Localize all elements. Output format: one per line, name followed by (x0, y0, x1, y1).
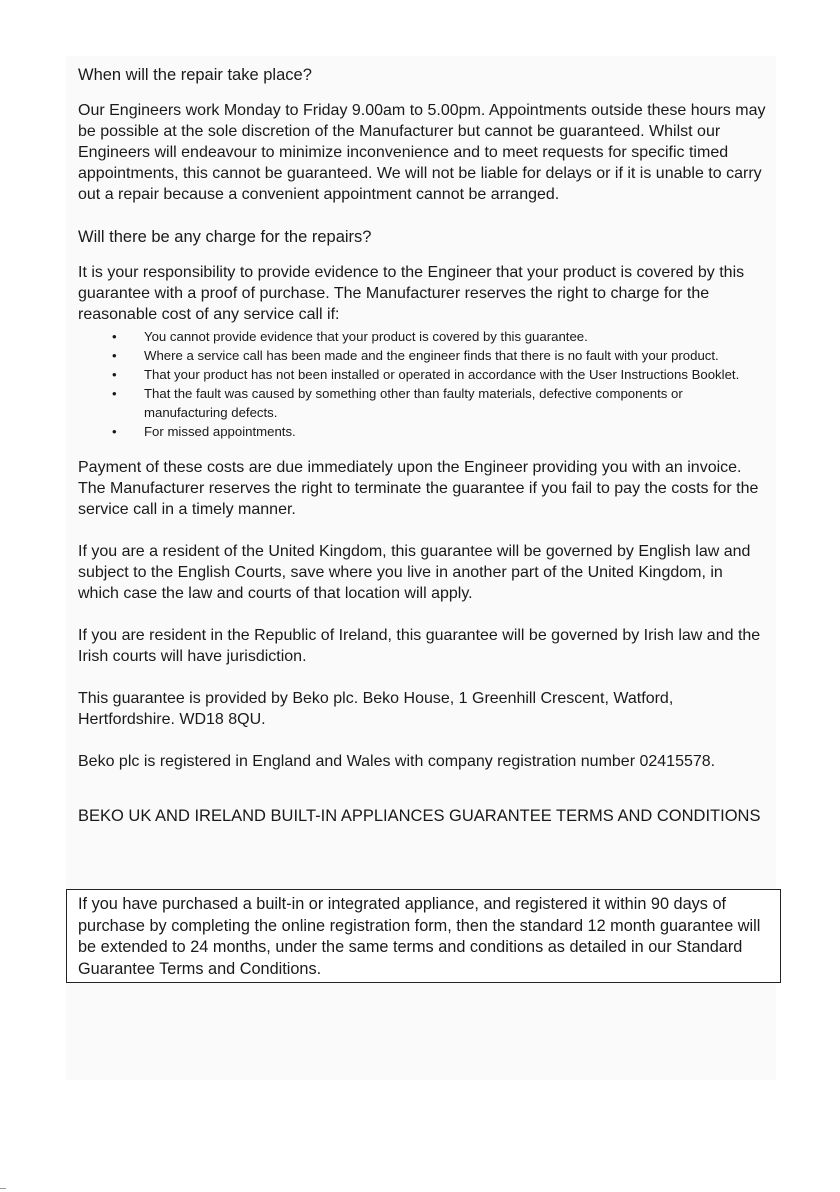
builtin-guarantee-box: If you have purchased a built-in or integrated appliance, and registered it within 90 days of purchase by completing the online registration form, then the standard 12 month guarantee will be extended to 24 months, under the same terms and conditions as detailed in our Standard Guarantee Terms and Conditions. (66, 889, 781, 983)
repair-paragraph: Our Engineers work Monday to Friday 9.00am to 5.00pm. Appointments outside these hours may be possible at the sole discretion of the Manufacturer but cannot be guaranteed. Whilst our Engineers will endeavour to minimize inconvenience and to meet requests for specific timed appointments, this cannot be guaranteed. We will not be liable for delays or if it is unable to carry out a repair because a convenient appointment cannot be arranged. (78, 102, 766, 203)
bullet-icon: • (112, 329, 117, 344)
bullet-icon: • (112, 367, 117, 382)
list-item: • Where a service call has been made and the engineer finds that there is no fault with your product. (112, 348, 719, 363)
bullet-icon: • (112, 386, 117, 401)
bullet-icon: • (112, 424, 117, 439)
list-item: • That your product has not been installed or operated in accordance with the User Instructions Booklet. (112, 367, 740, 382)
charge-paragraph: It is your responsibility to provide evidence to the Engineer that your product is covered by this guarantee with a proof of purchase. The Manufacturer reserves the right to charge for the reasonable cost of any service call if: (78, 264, 745, 323)
list-item: • You cannot provide evidence that your product is covered by this guarantee. (112, 329, 588, 344)
uk-law-paragraph: If you are a resident of the United Kingdom, this guarantee will be governed by English law and subject to the English Courts, save where you live in another part of the United Kingdom, in which case the law and courts of that location will apply. (78, 543, 751, 602)
document-body (78, 58, 768, 835)
list-item: • That the fault was caused by something other than faulty materials, defective components or manufacturing defects. (112, 386, 683, 420)
charge-bullet-list (78, 327, 768, 441)
provider-paragraph: This guarantee is provided by Beko plc. Beko House, 1 Greenhill Crescent, Watford, Hertfordshire. WD18 8QU. (78, 690, 674, 728)
payment-paragraph: Payment of these costs are due immediately upon the Engineer providing you with an invoice. The Manufacturer reserves the right to terminate the guarantee if you fail to pay the costs for the service call in a timely manner. (78, 459, 759, 518)
repair-heading: When will the repair take place? (78, 66, 312, 84)
page-edge-mark (0, 1188, 6, 1189)
registration-paragraph: Beko plc is registered in England and Wales with company registration number 02415578. (78, 753, 716, 770)
charge-heading: Will there be any charge for the repairs? (78, 228, 372, 246)
list-item: • For missed appointments. (112, 424, 296, 439)
bullet-icon: • (112, 348, 117, 363)
builtin-heading: BEKO UK AND IRELAND BUILT-IN APPLIANCES GUARANTEE TERMS AND CONDITIONS (78, 807, 761, 825)
ireland-law-paragraph: If you are resident in the Republic of Ireland, this guarantee will be governed by Irish law and the Irish courts will have jurisdiction. (78, 627, 761, 665)
